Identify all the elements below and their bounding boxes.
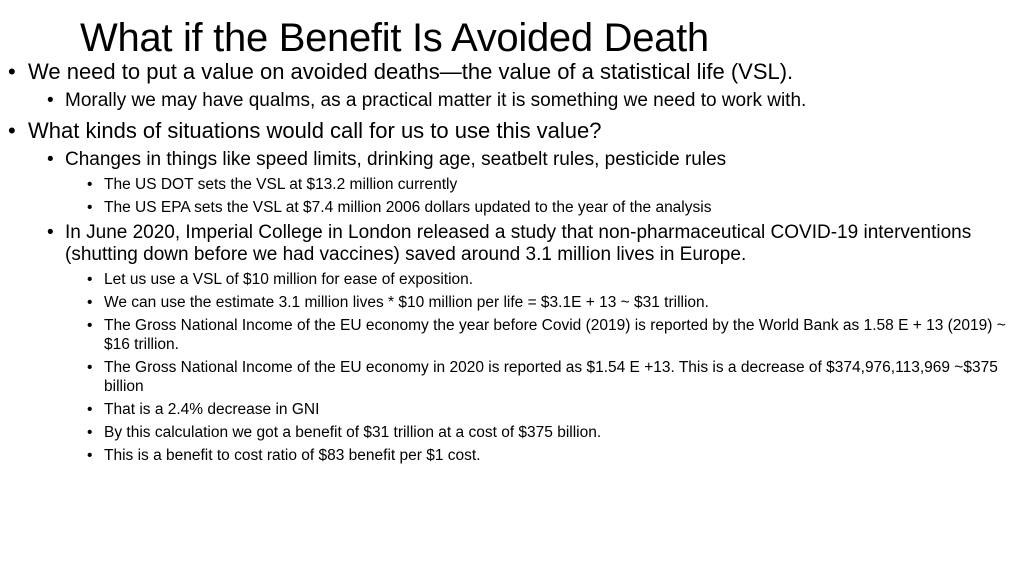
bullet-icon: • bbox=[47, 222, 54, 243]
bullet-text: Morally we may have qualms, as a practical matter it is something we need to work with. bbox=[65, 90, 807, 111]
bullet-icon: • bbox=[87, 199, 93, 216]
bullet-item bbox=[8, 423, 1012, 442]
bullet-item bbox=[8, 118, 1012, 144]
bullet-item bbox=[8, 149, 1012, 171]
bullet-text: Changes in things like speed limits, drinking age, seatbelt rules, pesticide rules bbox=[65, 149, 727, 170]
bullet-text: We can use the estimate 3.1 million lives * $10 million per life = $3.1E + 13 ~ $31 trillion. bbox=[104, 294, 709, 311]
bullet-icon: • bbox=[87, 447, 93, 464]
bullet-text: By this calculation we got a benefit of $31 trillion at a cost of $375 billion. bbox=[104, 424, 602, 441]
bullet-item bbox=[8, 222, 1012, 266]
slide-title: What if the Benefit Is Avoided Death bbox=[80, 16, 709, 60]
bullet-icon: • bbox=[87, 176, 93, 193]
bullet-item bbox=[8, 358, 1012, 396]
bullet-icon: • bbox=[87, 294, 93, 311]
bullet-text: The US DOT sets the VSL at $13.2 million currently bbox=[104, 176, 458, 193]
bullet-text: This is a benefit to cost ratio of $83 benefit per $1 cost. bbox=[104, 447, 481, 464]
bullet-icon: • bbox=[87, 317, 93, 334]
bullet-icon: • bbox=[47, 149, 54, 170]
bullet-icon: • bbox=[87, 424, 93, 441]
bullet-item bbox=[8, 293, 1012, 312]
bullet-item bbox=[8, 198, 1012, 217]
bullet-item bbox=[8, 90, 1012, 112]
bullet-icon: • bbox=[8, 118, 16, 143]
bullet-icon: • bbox=[47, 90, 54, 111]
bullet-item bbox=[8, 316, 1012, 354]
bullet-item bbox=[8, 175, 1012, 194]
bullet-item bbox=[8, 59, 1012, 85]
bullet-text: That is a 2.4% decrease in GNI bbox=[104, 401, 320, 418]
bullet-text: What kinds of situations would call for us to use this value? bbox=[28, 118, 602, 143]
bullet-icon: • bbox=[87, 271, 93, 288]
bullet-icon: • bbox=[87, 401, 93, 418]
bullet-icon: • bbox=[87, 359, 93, 376]
bullet-text: The Gross National Income of the EU economy the year before Covid (2019) is reported by the World Bank as 1.58 E + 13 (2019) ~ $16 trillion. bbox=[104, 317, 1006, 353]
bullet-text: Let us use a VSL of $10 million for ease of exposition. bbox=[104, 271, 474, 288]
bullet-item bbox=[8, 400, 1012, 419]
bullet-text: The US EPA sets the VSL at $7.4 million 2006 dollars updated to the year of the analysis bbox=[104, 199, 712, 216]
bullet-icon: • bbox=[8, 59, 16, 84]
bullet-text: We need to put a value on avoided deaths—the value of a statistical life (VSL). bbox=[28, 59, 794, 84]
bullet-list bbox=[8, 59, 1012, 465]
bullet-text: In June 2020, Imperial College in London released a study that non-pharmaceutical COVID-19 interventions (shutting down before we had vaccines) saved around 3.1 million lives in Europe. bbox=[65, 222, 972, 265]
bullet-item bbox=[8, 446, 1012, 465]
bullet-item bbox=[8, 270, 1012, 289]
bullet-text: The Gross National Income of the EU economy in 2020 is reported as $1.54 E +13. This is a decrease of $374,976,113,969 ~$375 billion bbox=[104, 359, 998, 395]
